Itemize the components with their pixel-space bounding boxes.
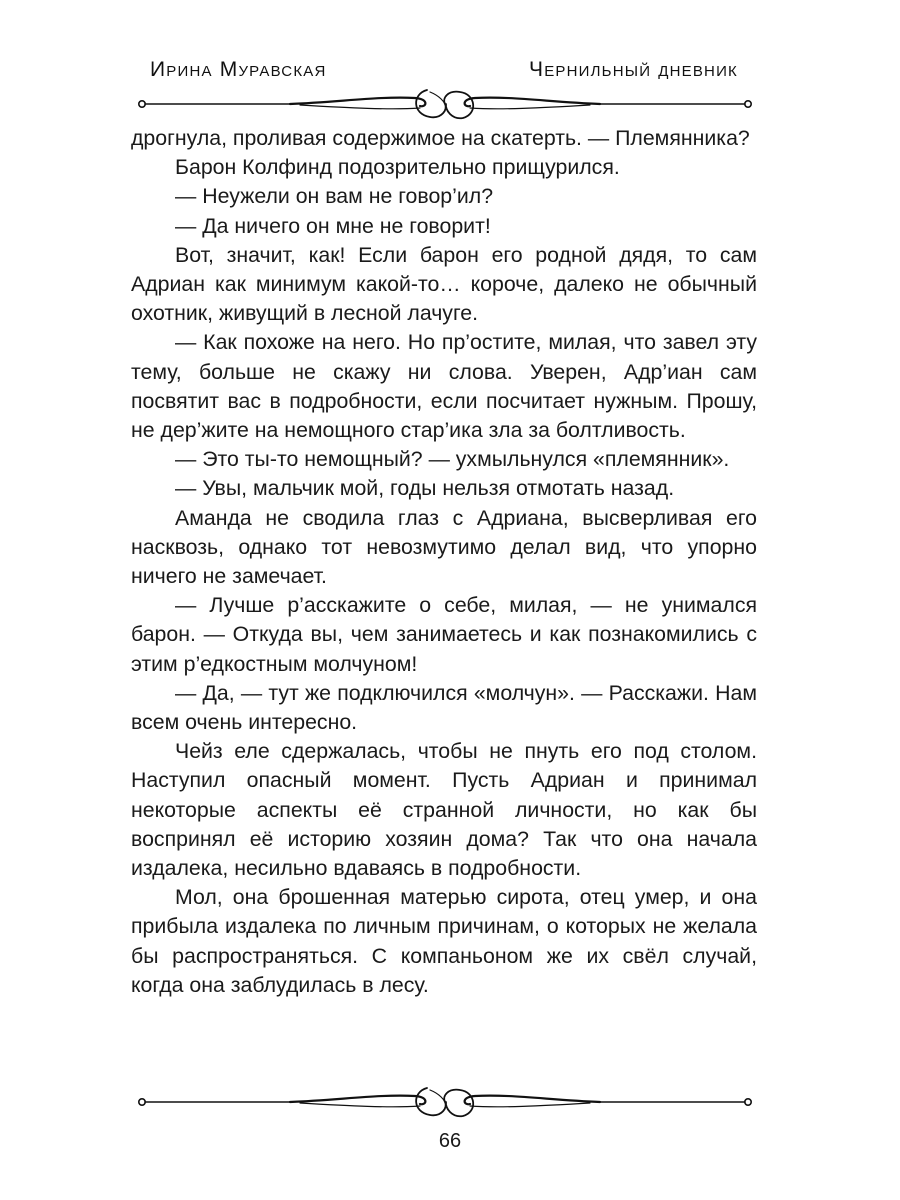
paragraph: Аманда не сводила глаз с Адриана, высверливая его насквозь, однако тот невозмутимо делал вид, что упорно ничего не замечает. (131, 505, 757, 589)
page-number: 66 (438, 1130, 462, 1152)
body-text (131, 124, 757, 1000)
paragraph: Вот, значит, как! Если барон его родной дядя, то сам Адриан как минимум какой-то… короче, далеко не обычный охотник, живущий в лесной лачуге. (131, 242, 757, 326)
paragraph: — Увы, мальчик мой, годы нельзя отмотать назад. (175, 476, 675, 501)
header-book-title: Чернильный дневник (529, 58, 738, 81)
paragraph: Мол, она брошенная матерью сирота, отец умер, и она прибыла издалека по личным причинам, о которых не желала бы распространяться. С компаньоном же их свёл случай, когда она заблудилась в лесу. (131, 885, 757, 997)
paragraph: — Это ты-то немощный? — ухмыльнулся «племянник». (175, 447, 730, 472)
flourish-divider-icon (130, 84, 760, 124)
paragraph: Чейз еле сдержалась, чтобы не пнуть его под столом. Наступил опасный момент. Пусть Адриан и принимал некоторые аспекты её странной личности, но как бы воспринял её историю хозяин дома? Так что она начала издалека, несильно вдаваясь в подробности. (131, 739, 757, 881)
paragraph: — Да, — тут же подключился «молчун». — Расскажи. Нам всем очень интересно. (131, 680, 757, 735)
header-author: Ирина Муравская (150, 58, 327, 81)
flourish-divider-icon (130, 1082, 760, 1122)
footer-ornament-divider (130, 1082, 760, 1122)
paragraph: Барон Колфинд подозрительно прищурился. (175, 155, 620, 180)
paragraph: — Да ничего он мне не говорит! (175, 213, 491, 238)
paragraph: дрогнула, проливая содержимое на скатерть. — Племянника? (131, 126, 750, 150)
paragraph: — Лучше р’асскажите о себе, милая, — не унимался барон. — Откуда вы, чем занимаетесь и как познакомились с этим р’едкостным молчуном! (131, 593, 757, 676)
paragraph: — Как похоже на него. Но пр’остите, милая, что завел эту тему, больше не скажу ни слова. Уверен, Адр’иан сам посвятит вас в подробности, если посчитает нужным. Прошу, не дер’жите на немощного стар’ика зла за болтливость. (131, 330, 757, 443)
paragraph: — Неужели он вам не говор’ил? (175, 184, 494, 209)
running-header (130, 48, 760, 118)
header-ornament-divider (130, 84, 760, 124)
